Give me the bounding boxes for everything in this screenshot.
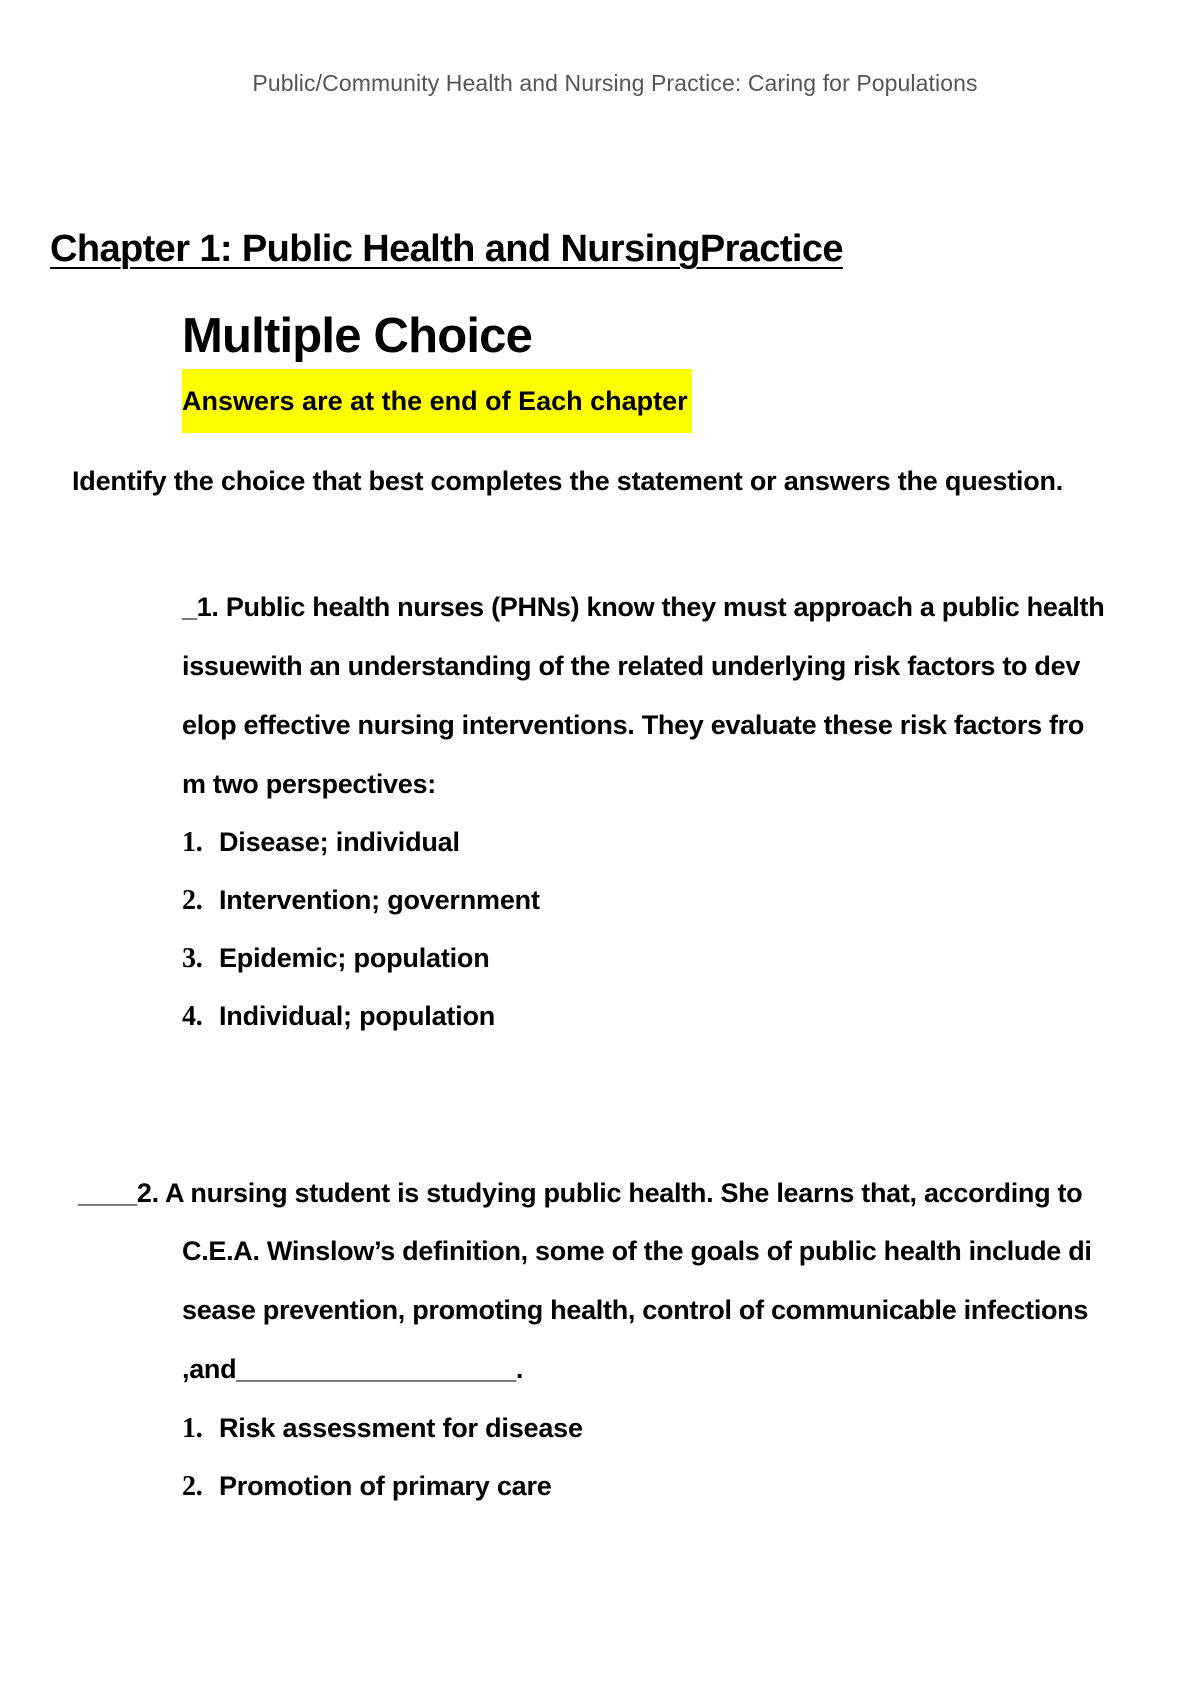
option-text: Risk assessment for disease — [219, 1413, 583, 1443]
question-2-option-2 — [182, 1471, 552, 1503]
running-header: Public/Community Health and Nursing Practice: Caring for Populations — [252, 70, 978, 96]
answers-note-highlight: Answers are at the end of Each chapter — [182, 369, 692, 433]
question-1-line-3: elop effective nursing interventions. They evaluate these risk factors fro — [182, 710, 1085, 740]
question-1-line-1: _1. Public health nurses (PHNs) know they must approach a public health — [182, 592, 1105, 622]
question-1-option-2 — [182, 885, 540, 917]
option-text: Epidemic; population — [219, 943, 490, 973]
question-2-option-1 — [182, 1413, 583, 1445]
question-1-line-4: m two perspectives: — [182, 769, 436, 799]
question-1-option-3 — [182, 943, 490, 975]
instructions: Identify the choice that best completes the statement or answers the question. — [72, 466, 1064, 496]
option-number: 2. — [182, 885, 203, 916]
question-2-line-2: C.E.A. Winslow’s definition, some of the goals of public health include di — [182, 1236, 1092, 1266]
option-number: 3. — [182, 943, 203, 974]
option-text: Promotion of primary care — [219, 1471, 552, 1501]
option-text: Intervention; government — [219, 885, 540, 915]
question-2-line-3: sease prevention, promoting health, control of communicable infections — [182, 1295, 1089, 1325]
question-1-option-4 — [182, 1001, 495, 1033]
option-number: 1. — [182, 1413, 203, 1444]
option-text: Individual; population — [219, 1001, 496, 1031]
question-2-line-1: ____2. A nursing student is studying public health. She learns that, according to — [78, 1178, 1083, 1208]
question-1-line-2: issuewith an understanding of the related underlying risk factors to dev — [182, 651, 1081, 681]
option-number: 2. — [182, 1471, 203, 1502]
question-2-line-4: ,and___________________. — [182, 1354, 524, 1384]
question-1-option-1 — [182, 827, 460, 859]
section-title: Multiple Choice — [182, 309, 533, 363]
option-number: 4. — [182, 1001, 203, 1032]
option-number: 1. — [182, 827, 203, 858]
chapter-title: Chapter 1: Public Health and NursingPractice — [50, 228, 843, 270]
option-text: Disease; individual — [219, 827, 460, 857]
